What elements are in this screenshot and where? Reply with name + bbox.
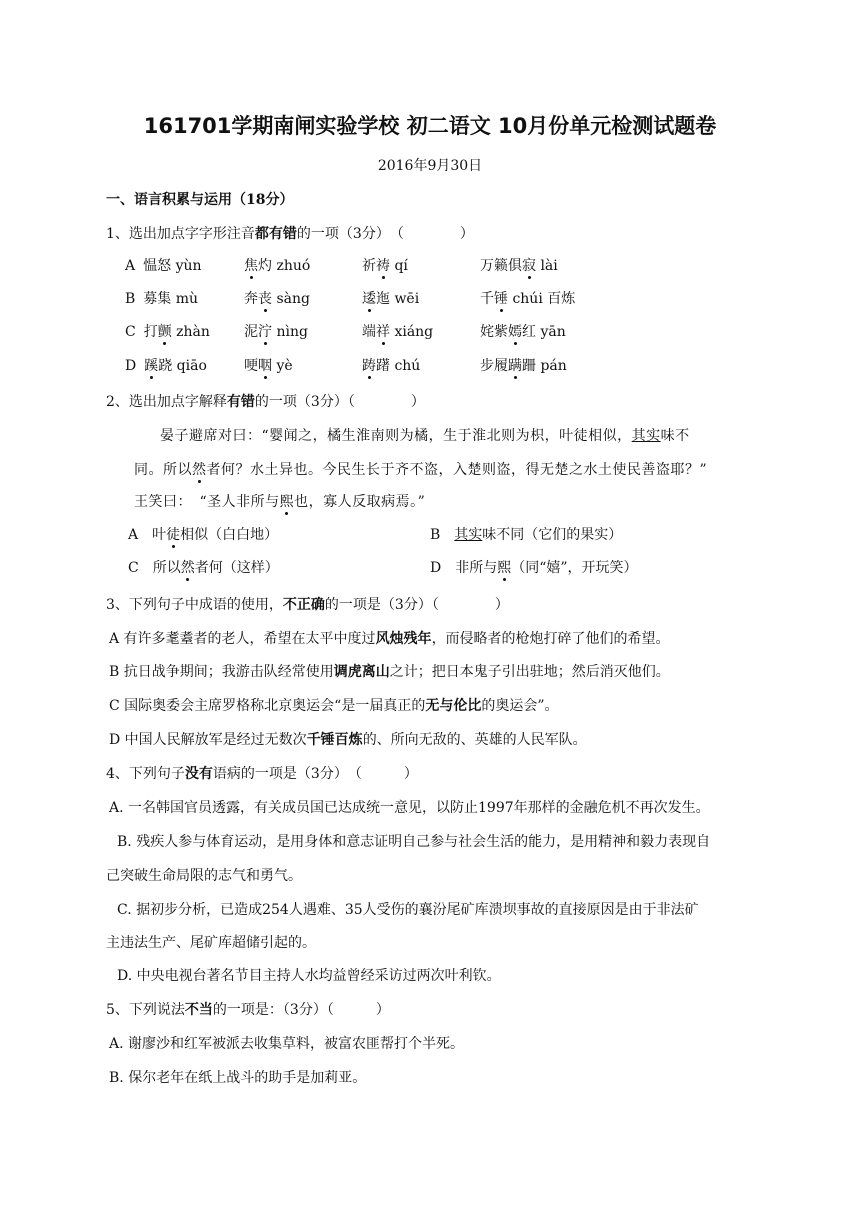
question-1: 1、选出加点字字形注音都有错的一项（3分） （ ） [106, 226, 474, 242]
word-part: 姹紫 [480, 324, 508, 340]
word-part: xiáng [390, 324, 434, 340]
word-part: 迤 wēi [376, 291, 420, 307]
option-b: B. 残疾人参与体育运动，是用身体和意志证明自己参与社会生活的能力，是用精神和毅力表现自 [117, 834, 711, 850]
dotted-char: 祥 [376, 324, 390, 340]
word-part: 哽 [244, 358, 258, 374]
option-b [125, 289, 198, 309]
dotted-char: 颤 [157, 324, 172, 340]
word-part: 跚 pán [522, 358, 567, 374]
option-letter: C [125, 324, 136, 340]
dotted-char: 蹒 [508, 358, 522, 374]
question-4: 4、下列句子没有语病的一项是（3分） （ ） [106, 766, 418, 782]
option-c: C. 据初步分析，已造成254人遇难、35人受伤的襄汾尾矿库溃坝事故的直接原因是由于非法矿 [117, 902, 699, 918]
dotted-char: 焦 [244, 258, 258, 274]
option-a: A. 谢廖沙和红军被派去收集草料，被富农匪帮打个半死。 [109, 1036, 465, 1052]
option-b-continued: 己突破生命局限的志气和勇气。 [106, 868, 302, 884]
option-a: A. 一名韩国官员透露，有关成员国已达成统一意见，以防止1997年那样的金融危机不再次发生。 [109, 800, 710, 816]
word-part: 灼 zhuó [258, 258, 311, 274]
option-b: B 抗日战争期间；我游击队经常使用调虎离山之计；把日本鬼子引出驻地；然后消灭他们。 [109, 664, 670, 680]
word-part: 募 [143, 291, 158, 307]
dotted-char: 蹊 [144, 358, 159, 374]
option-c: C 所以然者何（这样） [128, 560, 279, 576]
option-b: B. 保尔老年在纸上战斗的助手是加莉亚。 [109, 1070, 367, 1086]
word-part: 躇 chú [376, 358, 421, 374]
word-part: 祈 [362, 258, 376, 274]
dotted-char: 咽 [258, 358, 272, 374]
option-word [362, 256, 408, 276]
word-part: 打 [143, 324, 158, 340]
section-heading: 一、语言积累与运用（18分） [106, 192, 294, 208]
word-part: 端 [362, 324, 376, 340]
word-part: 步履 [480, 358, 508, 374]
option-c-continued: 主违法生产、尾矿库超储引起的。 [106, 935, 316, 951]
dotted-char: 祷 [376, 258, 390, 274]
option-c [125, 322, 210, 342]
dotted-char: 丧 [258, 291, 272, 307]
option-letter: B [125, 291, 136, 307]
word-part: yè [272, 358, 293, 374]
exam-date: 2016年9月30日 [377, 158, 483, 174]
option-d: D 中国人民解放军是经过无数次千锤百炼的、所向无敌的、英雄的人民军队。 [109, 732, 587, 748]
option-a: A 叶徒相似（白白地） [128, 527, 279, 543]
word-part: 万籁俱 [480, 258, 522, 274]
option-a: A 有许多耄耋者的老人，希望在太平中度过风烛残年，而侵略者的枪炮打碎了他们的希望。 [109, 631, 670, 647]
word-part: 千 [480, 291, 494, 307]
option-word [244, 256, 310, 276]
word-part: sàng [272, 291, 310, 307]
passage-line-3: 王笑曰： “圣人非所与熙也，寡人反取病焉。” [134, 494, 426, 510]
dotted-char: 锤 [494, 291, 508, 307]
option-c: C 国际奥委会主席罗格称北京奥运会“是一届真正的无与伦比的奥运会”。 [109, 698, 559, 714]
option-d [125, 356, 207, 376]
option-d: D 非所与熙（同“嬉”，开玩笑） [430, 560, 638, 576]
word-part: zhàn [171, 324, 210, 340]
word-part: nìng [272, 324, 308, 340]
option-word [362, 356, 420, 376]
dotted-char: 逶 [362, 291, 376, 307]
word-part: qí [390, 258, 408, 274]
word-part: chúi 百炼 [508, 291, 576, 307]
word-part: lài [536, 258, 558, 274]
question-3: 3、下列句子中成语的使用，不正确的一项是（3分）（ ） [106, 597, 509, 613]
option-word [362, 289, 419, 309]
option-d: D. 中央电视台著名节目主持人水均益曾经采访过两次叶利钦。 [117, 968, 501, 984]
option-word [362, 322, 433, 342]
word-part: 奔 [244, 291, 258, 307]
dotted-char: 嫣 [508, 324, 522, 340]
option-a [125, 256, 202, 276]
page-title: 161701学期南闸实验学校 初二语文 10月份单元检测试题卷 [143, 114, 717, 138]
option-word [480, 356, 567, 376]
option-word [480, 289, 575, 309]
option-letter: A [125, 258, 136, 274]
option-word [244, 289, 310, 309]
passage-line-1: 晏子避席对曰：“婴闻之，橘生淮南则为橘，生于淮北则为枳，叶徒相似，其实味不 [160, 428, 690, 444]
option-word [244, 322, 308, 342]
word-part: 红 yān [522, 324, 566, 340]
dotted-char: 寂 [522, 258, 536, 274]
option-word [480, 256, 558, 276]
question-2: 2、选出加点字解释有错的一项（3分）（ ） [106, 394, 425, 410]
dotted-char: 泞 [258, 324, 272, 340]
word-part: 跷 qiāo [158, 358, 207, 374]
word-part: 怒 yùn [157, 258, 202, 274]
word-part: 愠 [143, 258, 158, 274]
dotted-char: 踌 [362, 358, 376, 374]
word-part: 集 mù [157, 291, 199, 307]
word-part: 泥 [244, 324, 258, 340]
option-word [480, 322, 566, 342]
option-b: B 其实味不同（它们的果实） [430, 527, 623, 543]
option-letter: D [125, 358, 137, 374]
question-5: 5、下列说法不当的一项是：（3分）（ ） [106, 1002, 390, 1018]
option-word [244, 356, 293, 376]
passage-line-2: 同。所以然者何？水土异也。今民生长于齐不盗，入楚则盗，得无楚之水土使民善盗耶？” [134, 462, 708, 478]
